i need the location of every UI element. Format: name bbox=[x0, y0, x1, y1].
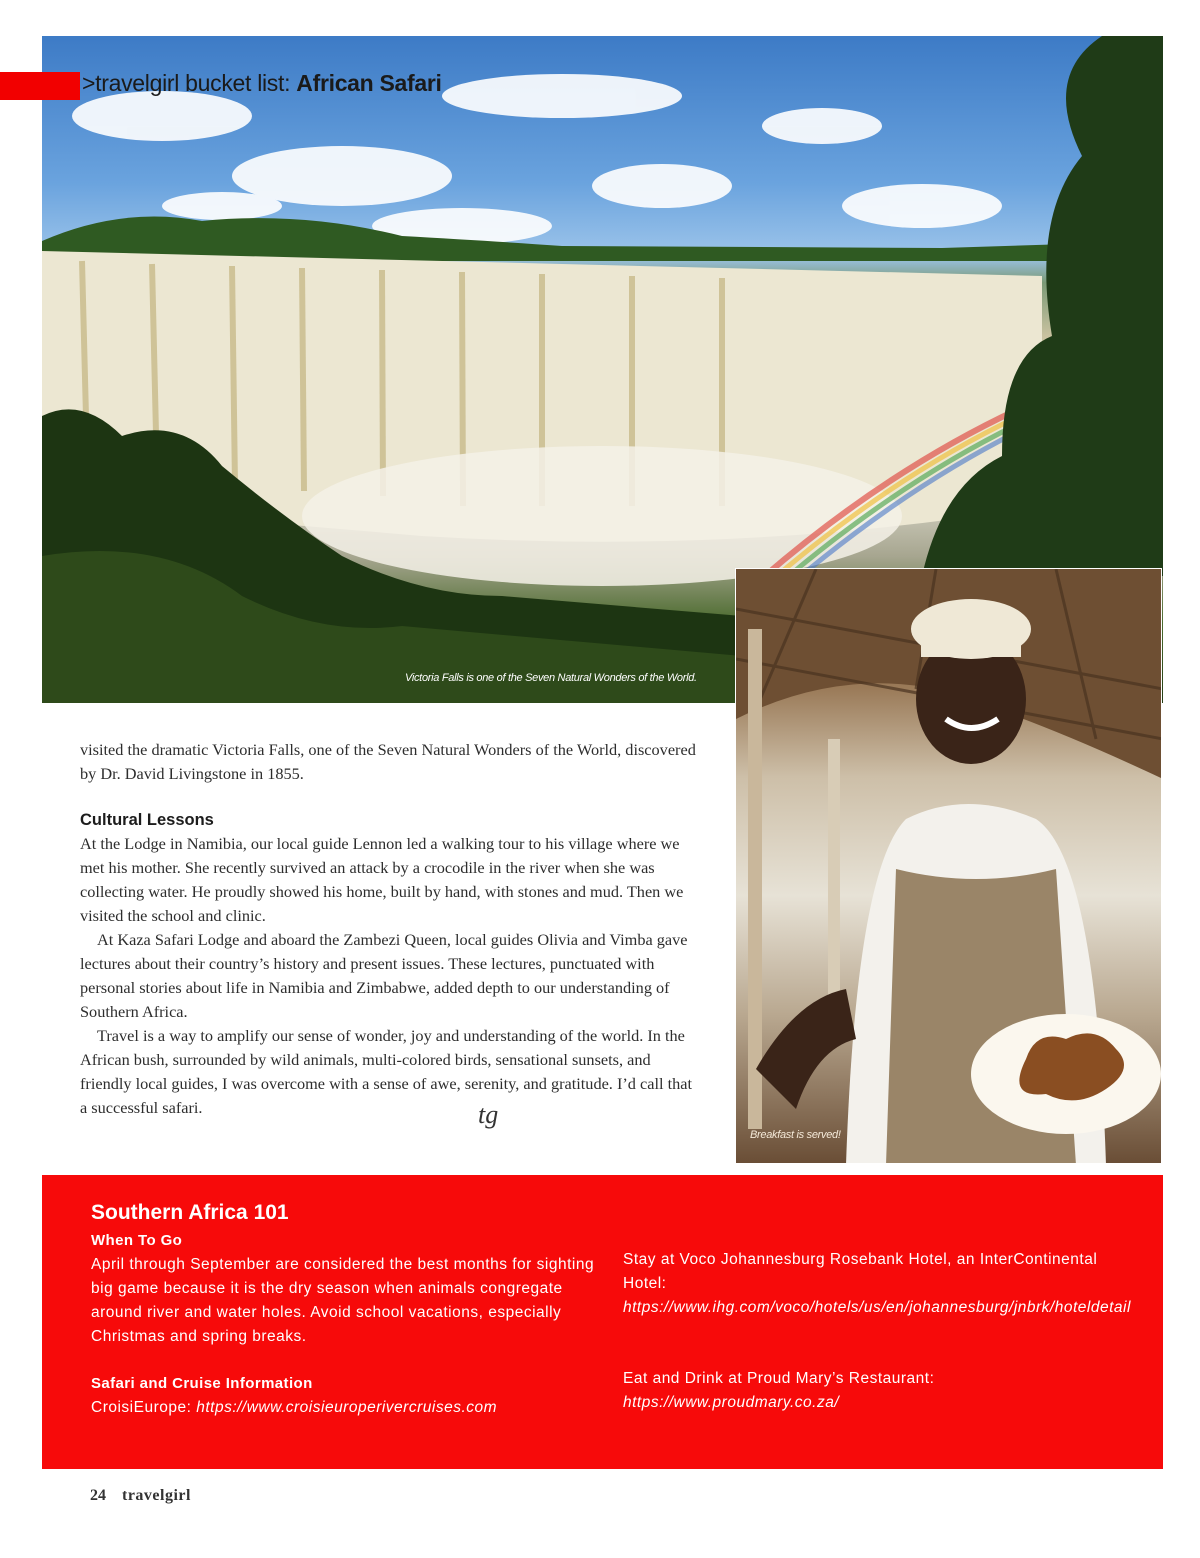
article-paragraph: Travel is a way to amplify our sense of wonder, joy and understanding of the world. In the African bush, surrounded by wild animals, multi-colored birds, sensational sunsets, and friendly local guides, I was overcome with a sense of awe, serenity, and gratitude. I’d call that a successful safari. bbox=[80, 1026, 692, 1117]
kicker-prefix: >travelgirl bucket list: bbox=[82, 70, 297, 96]
article-paragraph: At Kaza Safari Lodge and aboard the Zambezi Queen, local guides Olivia and Vimba gave lectures about their country’s history and present issues. These lectures, punctuated with personal stories about life in Namibia and Zimbabwe, added depth to our understanding of Southern Africa. bbox=[80, 930, 688, 1021]
when-to-go-text: April through September are considered the best months for sighting big game because it is the dry season when animals congregate around river and water holes. Avoid school vacations, especially Christmas and spring breaks. bbox=[91, 1256, 595, 1345]
page-number: 24 bbox=[90, 1487, 106, 1504]
infobox-title: Southern Africa 101 bbox=[91, 1201, 289, 1224]
proud-mary-link[interactable] bbox=[623, 1391, 839, 1415]
end-mark-logo: tg bbox=[478, 1100, 499, 1129]
croisieurope-label: CroisiEurope: bbox=[91, 1399, 197, 1416]
cultural-lessons-heading: Cultural Lessons bbox=[80, 811, 214, 829]
article-intro-paragraph: visited the dramatic Victoria Falls, one of the Seven Natural Wonders of the World, discovered by Dr. David Livingstone in 1855. bbox=[80, 740, 696, 783]
when-to-go-heading: When To Go bbox=[91, 1232, 183, 1249]
safari-info-heading: Safari and Cruise Information bbox=[91, 1375, 313, 1392]
voco-hotel-link[interactable] bbox=[623, 1296, 1153, 1320]
article-body bbox=[80, 738, 700, 1120]
safari-info-line bbox=[91, 1396, 497, 1420]
page-footer bbox=[90, 1487, 191, 1505]
kicker-topic: African Safari bbox=[296, 70, 442, 96]
croisieurope-link[interactable]: https://www.croisieuroperivercruises.com bbox=[196, 1399, 498, 1416]
voco-hotel-url[interactable]: https://www.ihg.com/voco/hotels/us/en/johannesburg/jnbrk/hoteldetail bbox=[623, 1299, 1131, 1316]
magazine-brand: travelgirl bbox=[122, 1487, 191, 1504]
chef-caption: Breakfast is served! bbox=[750, 1129, 841, 1141]
eat-drink-text: Eat and Drink at Proud Mary’s Restaurant: bbox=[623, 1370, 935, 1387]
chef-illustration bbox=[736, 569, 1162, 1164]
falls-caption: Victoria Falls is one of the Seven Natural Wonders of the World. bbox=[405, 672, 697, 684]
southern-africa-infobox bbox=[42, 1175, 1163, 1469]
article-paragraph: At the Lodge in Namibia, our local guide Lennon led a walking tour to his village where we met his mother. She recently survived an attack by a crocodile in the river when she was collecting water. He proudly showed his home, built by hand, with stones and mud. Then we visited the school and clinic. bbox=[80, 834, 684, 925]
proud-mary-url[interactable]: https://www.proudmary.co.za/ bbox=[623, 1394, 840, 1411]
section-tab-marker bbox=[0, 72, 80, 100]
section-kicker bbox=[82, 70, 442, 97]
stay-text: Stay at Voco Johannesburg Rosebank Hotel, an InterContinental Hotel: bbox=[623, 1251, 1098, 1292]
chef-photo bbox=[735, 568, 1162, 1164]
